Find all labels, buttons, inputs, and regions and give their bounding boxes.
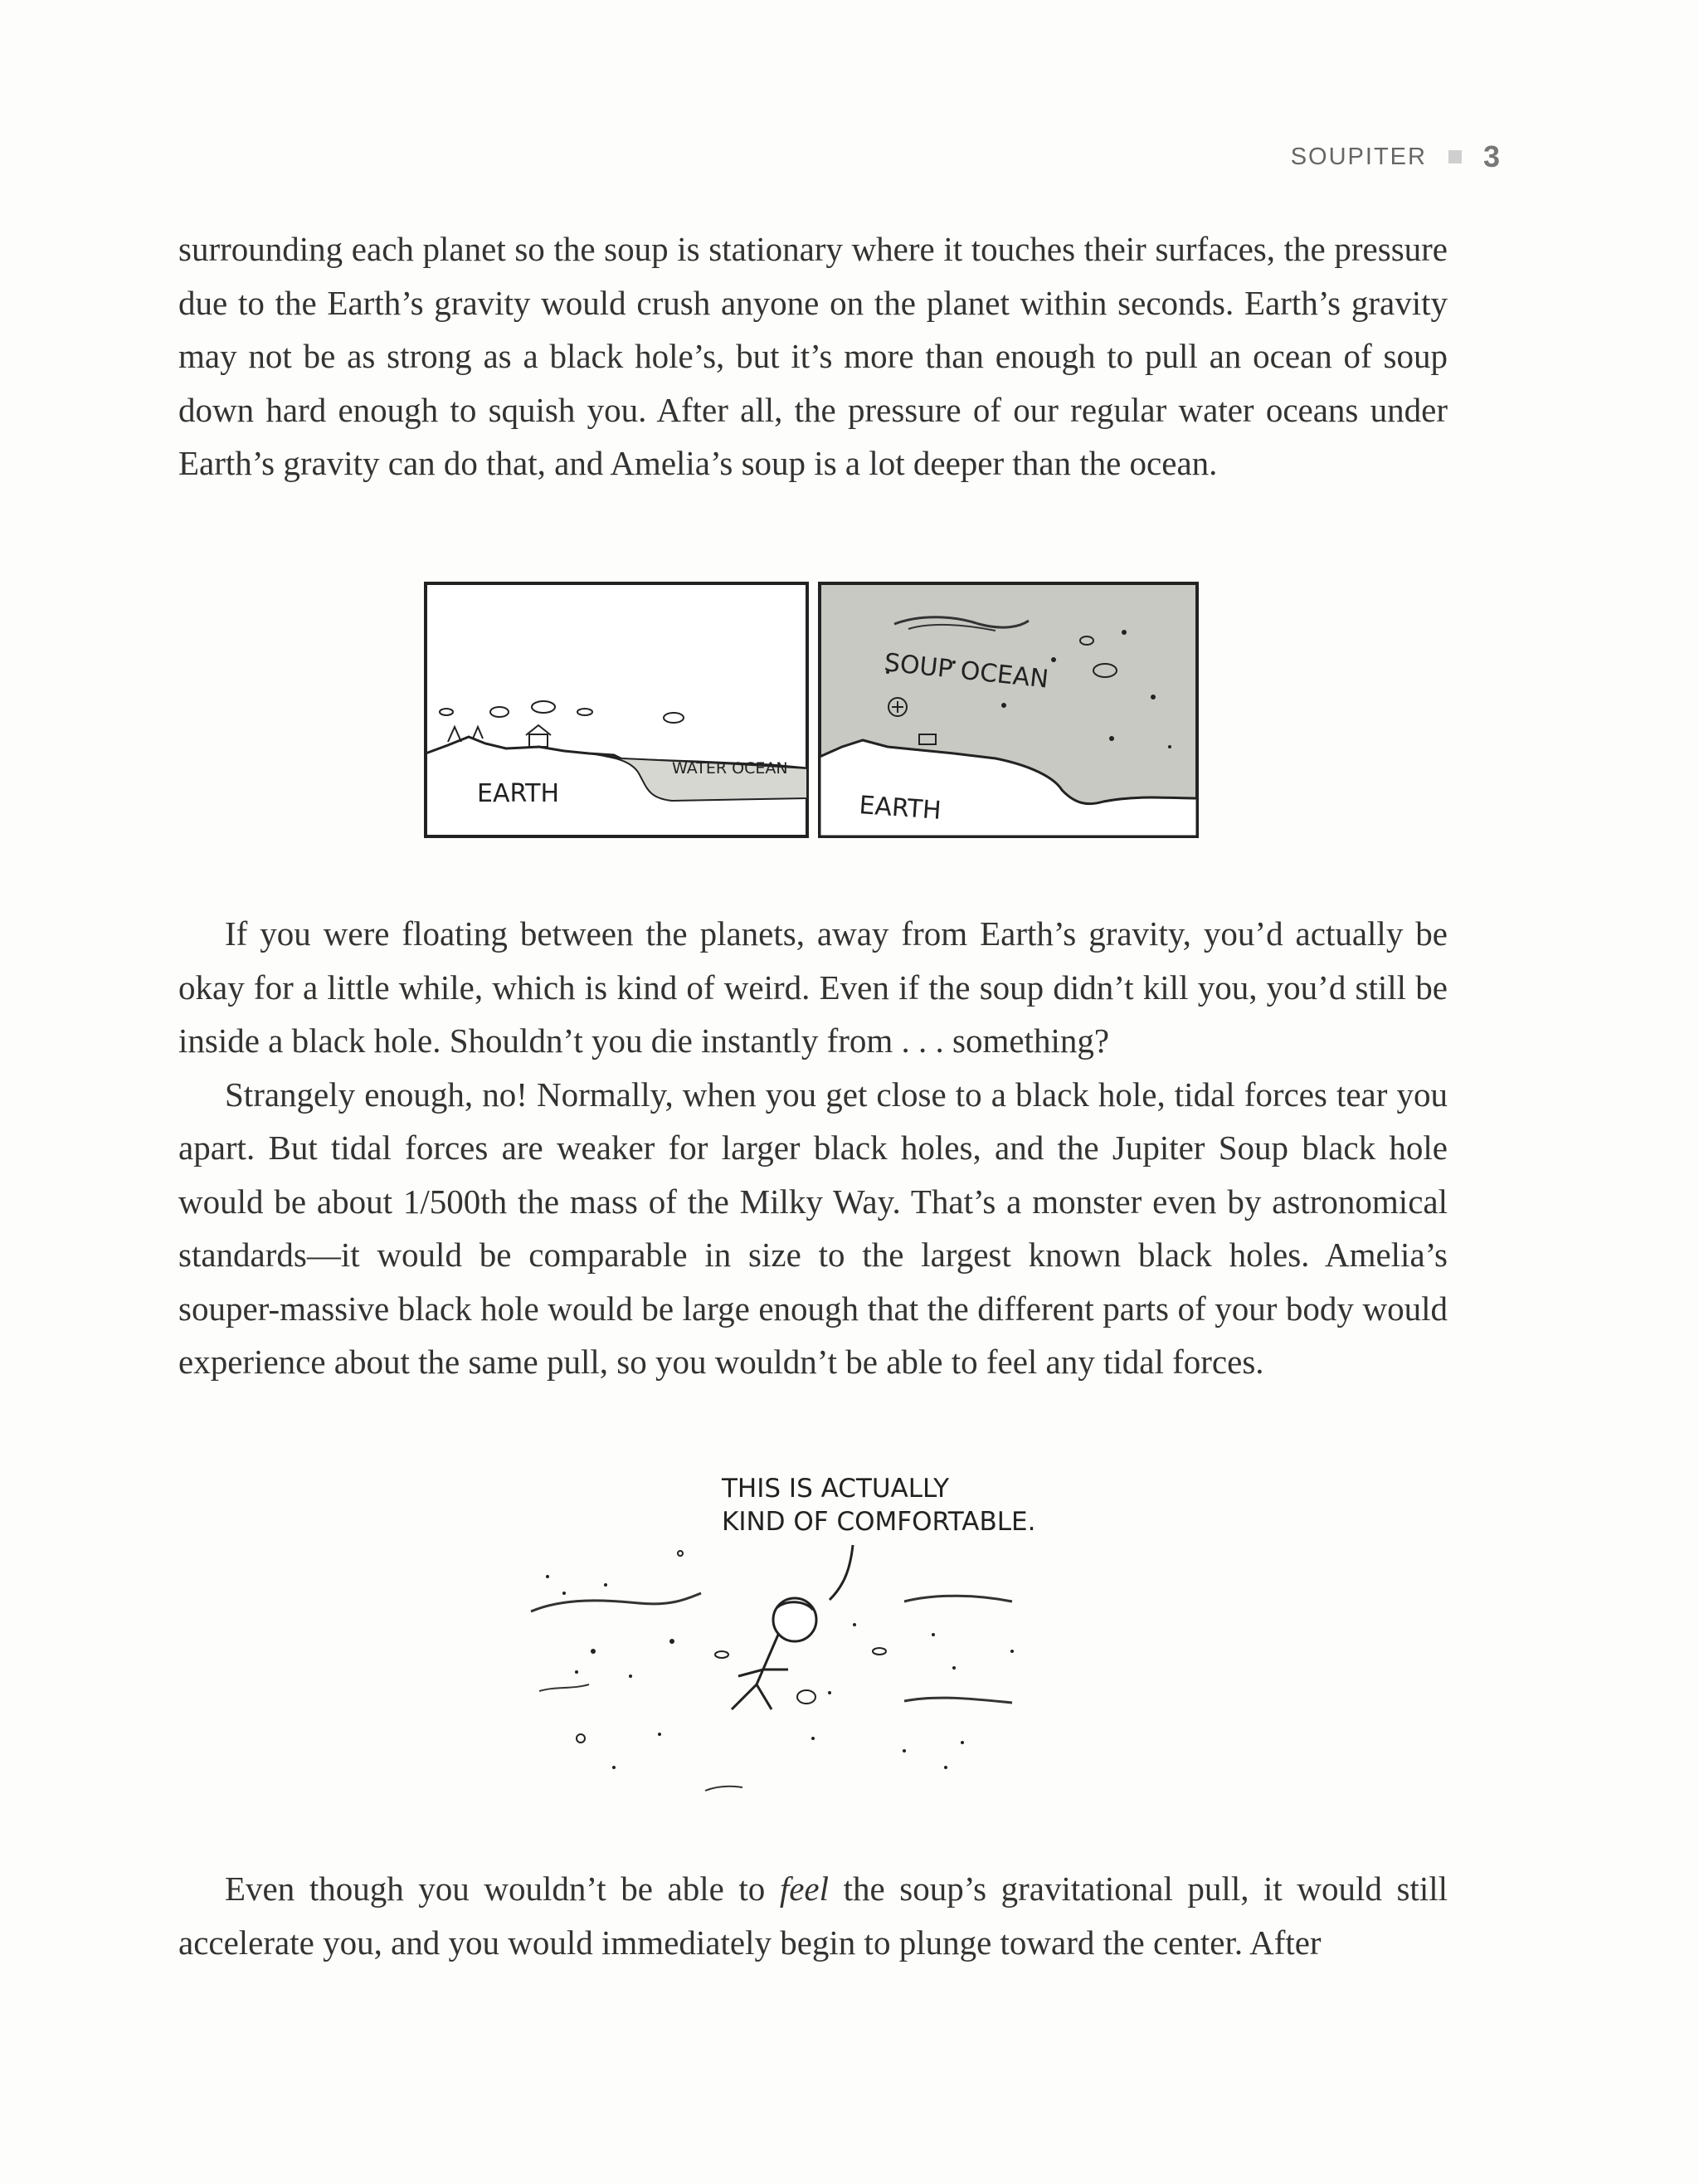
speech-line-1: THIS IS ACTUALLY [722,1474,950,1504]
paragraph-4-start: Even though you wouldn’t be able to [225,1870,780,1908]
paragraph-4-block [178,1862,1448,1969]
paragraph-4 [178,1862,1448,1969]
paragraph-2: If you were floating between the planets, away from Earth’s gravity, you’d actually be okay for a little while, which is kind of weird. Even if the soup didn’t kill you, you’d still be inside a black hole. Shouldn’t you die instantly from . . . something? [178,914,1448,1060]
floating-figure-comic [514,1460,1095,1817]
soup-ocean-label: SOUP OCEAN [883,648,1050,695]
paragraph-4-end: the soup’s gravitational pull, it would still accelerate you, and you would immediately begin to plunge toward the center. After [178,1870,1448,1962]
right-earth-label: EARTH [858,791,942,826]
speech-line-2: KIND OF COMFORTABLE. [722,1507,1036,1537]
paragraph-2-3-block [178,907,1448,1389]
water-ocean-panel [426,583,807,836]
page-header [1291,139,1500,174]
left-earth-label: EARTH [477,779,560,808]
paragraph-3: Strangely enough, no! Normally, when you get close to a black hole, tidal forces tear you apart. But tidal forces are weaker for larger black holes, and the Jupiter Soup black hole would be about 1/500th the mass of the Milky Way. That’s a monster even by astronomical standards—it would be comparable in size to the largest known black holes. Amelia’s souper-massive black hole would be large enough that the different parts of your body would experience about the same pull, so you wouldn’t be able to feel any tidal forces. [178,1075,1448,1381]
paragraph-4-italic: feel [779,1870,830,1908]
water-ocean-label: WATER OCEAN [672,759,788,778]
earth-ocean-comic [423,581,1203,843]
running-title: SOUPITER [1290,143,1427,170]
header-square-ornament [1448,150,1462,163]
speech-tail [830,1545,853,1600]
page-number: 3 [1482,139,1500,173]
figure-body [732,1635,788,1709]
soup-ocean-panel [820,583,1197,836]
paragraph-1: surrounding each planet so the soup is stationary where it touches their surfaces, the pressure due to the Earth’s gravity would crush anyone on the planet within seconds. Earth’s gravity may not be as strong as a black hole’s, but it’s more than enough to pull an ocean of soup down hard enough to squish you. After all, the pressure of our regular water oceans under Earth’s gravity can do that, and Amelia’s soup is a lot deeper than the ocean. [178,230,1448,482]
paragraph-1-block [178,222,1448,490]
